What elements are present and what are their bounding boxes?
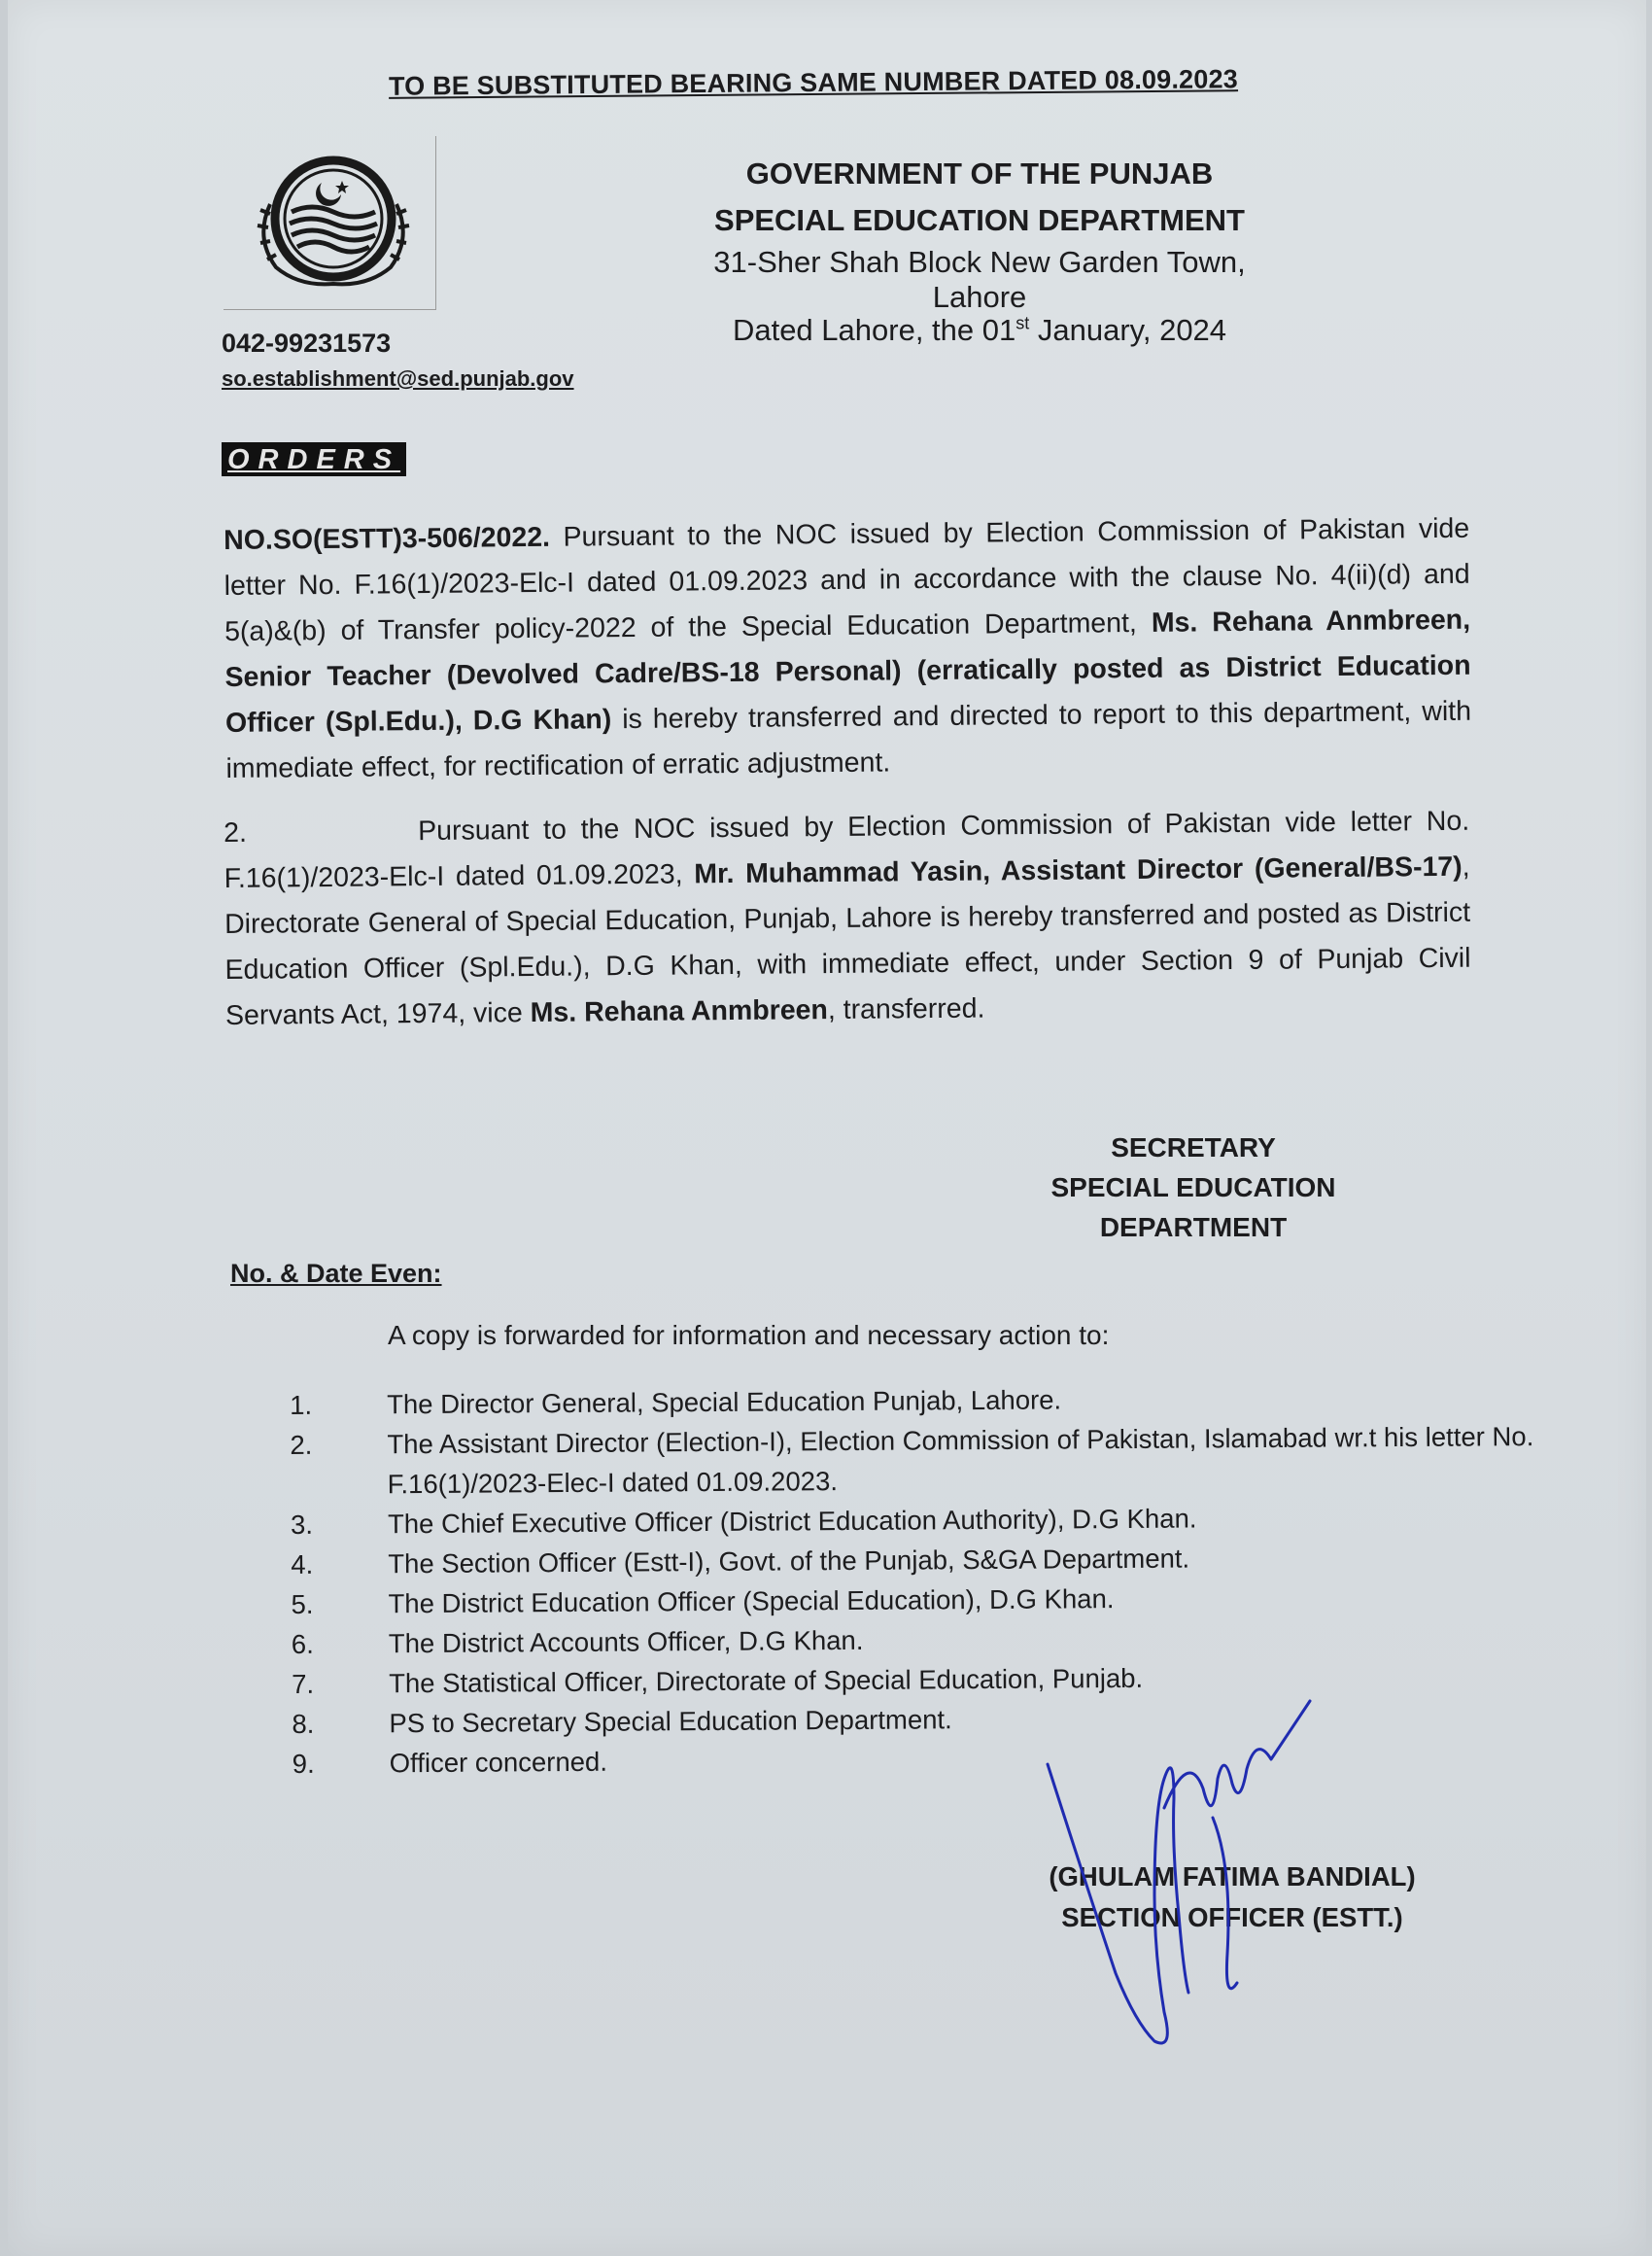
list-item: 7. The Statistical Officer, Directorate of Special Education, Punjab. [292, 1662, 1144, 1699]
officer-title: SECTION OFFICER (ESTT.) [1061, 1902, 1403, 1932]
issue-date: Dated Lahore, the 01st January, 2024 [732, 313, 1227, 347]
forward-text: A copy is forwarded for information and necessary action to: [388, 1320, 1110, 1350]
list-item: 3. The Chief Executive Officer (District Education Authority), D.G Khan. [290, 1503, 1197, 1540]
substitution-note: TO BE SUBSTITUTED BEARING SAME NUMBER DATED 08.09.2023 [388, 64, 1239, 101]
department-address: 31-Sher Shah Block New Garden Town, Lahore [713, 245, 1246, 314]
list-item: 6. The District Accounts Officer, D.G Khan. [291, 1624, 864, 1659]
reference-number: NO.SO(ESTT)3-506/2022. [224, 521, 551, 556]
government-header [688, 151, 1271, 244]
punjab-government-emblem-icon [241, 146, 426, 301]
secretary-signature-block: SECRETARY SPECIAL EDUCATION DEPARTMENT [1050, 1132, 1336, 1242]
order-paragraph-2: 2. Pursuant to the NOC issued by Election Commission of Pakistan vide letter No. F.16(1)/2023-Elc-I dated 01.09.2023, Mr. Muhammad Yasin, Assistant Director (General/BS-17), Directorate General of Special Education, Punjab, Lahore is hereby transferred and posted as District Education Officer (Spl.Edu.), D.G Khan, with immediate effect, under Section 9 of Punjab Civil Servants Act, 1974, vice Ms. Rehana Anmbreen, transferred. [224, 805, 1471, 1031]
list-item: 1. The Director General, Special Education Punjab, Lahore. [290, 1384, 1062, 1420]
list-item: 4. The Section Officer (Estt-I), Govt. of the Punjab, S&GA Department. [291, 1543, 1190, 1579]
orders-heading: ORDERS [222, 442, 406, 476]
department-name: SPECIAL EDUCATION DEPARTMENT [714, 203, 1245, 237]
email-link[interactable]: so.establishment@sed.punjab.gov [222, 366, 574, 391]
phone-number: 042-99231573 [222, 329, 392, 358]
handwritten-signature-icon [1018, 1691, 1339, 2061]
distribution-list [290, 1376, 1556, 1784]
document-page [8, 0, 1646, 2256]
list-item: 9. Officer concerned. [292, 1746, 608, 1779]
list-item: 8. PS to Secretary Special Education Department. [292, 1704, 952, 1739]
order-paragraph-1: NO.SO(ESTT)3-506/2022. Pursuant to the NOC issued by Election Commission of Pakistan vide letter No. F.16(1)/2023-Elc-I dated 01.09.2023 and in accordance with the clause No. 4(ii)(d) and 5(a)&(b) of Transfer policy-2022 of the Special Education Department, Ms. Rehana Anmbreen, Senior Teacher (Devolved Cadre/BS-18 Personal) (erratically posted as District Education Officer (Spl.Edu.), D.G Khan) is hereby transferred and directed to report to this department, with immediate effect, for rectification of erratic adjustment. [224, 512, 1472, 784]
officer-name: (GHULAM FATIMA BANDIAL) [1049, 1861, 1416, 1892]
list-item: 5. The District Education Officer (Special Education), D.G Khan. [291, 1583, 1115, 1619]
list-item: 2. The Assistant Director (Election-I), Election Commission of Pakistan, Islamabad wr.t his letter No. F.16(1)/2023-Elec-I dated 01.09.2023. [290, 1421, 1534, 1500]
number-date-even: No. & Date Even: [230, 1259, 442, 1288]
logo-frame [224, 136, 436, 310]
government-name: GOVERNMENT OF THE PUNJAB [745, 156, 1214, 191]
